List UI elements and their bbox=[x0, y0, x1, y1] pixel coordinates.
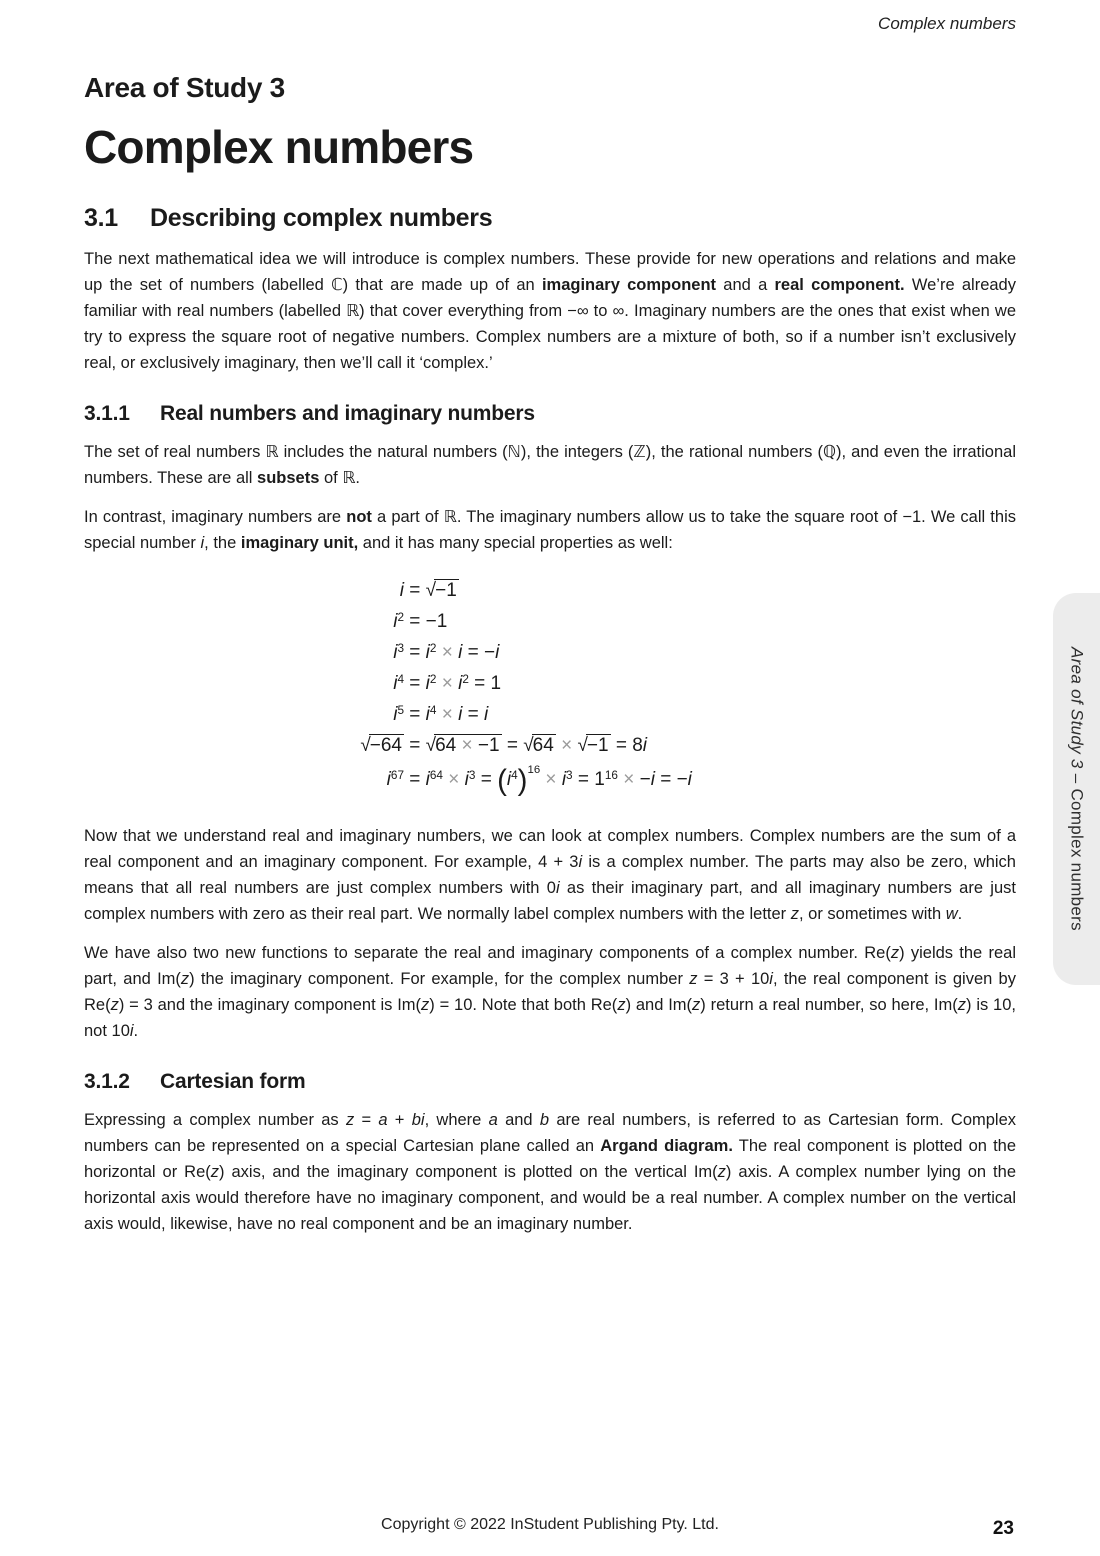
subsection-number: 3.1.1 bbox=[84, 402, 130, 425]
paragraph-now-that: Now that we understand real and imaginary numbers, we can look at complex numbers. Complex numbers are the sum of a real component and an imaginary component. For example, 4 + 3i is a complex number. The parts may also be zero, which means that all real numbers are just complex numbers with 0i as their imaginary part, and all imaginary numbers are just complex numbers with zero as their real part. We normally label complex numbers with the letter z, or sometimes with w. bbox=[84, 827, 1016, 924]
section-title: Describing complex numbers bbox=[150, 204, 493, 232]
chapter-side-tab bbox=[1053, 593, 1100, 985]
page-number: 23 bbox=[992, 1518, 1014, 1539]
paragraph-cartesian: Expressing a complex number as z = a + bi, where a and b are real numbers, is referred to as Cartesian form. Complex numbers can be represented on a special Cartesian plane called an Argand diagram. The real component is plotted on the horizontal or Re(z) axis, and the imaginary component is plotted on the vertical Im(z) axis. A complex number lying on the horizontal axis would therefore have no imaginary component, and would be a real number. A complex number on the vertical axis would, likewise, have no real component and be an imaginary number. bbox=[84, 1111, 1017, 1234]
equation-row: $i^{67}$ = $i^{64} \times i^3 = (i^4)^{16} \times i^3 = 1^{16} \times -i = -i$ bbox=[386, 764, 692, 797]
equation-block bbox=[84, 580, 1016, 795]
section-number: 3.1 bbox=[84, 204, 118, 232]
paragraph-functions: We have also two new functions to separate the real and imaginary components of a complex number. Re(z) yields the real part, and Im(z) the imaginary component. For example, for the complex number z = 3 + 10i, the real component is given by Re(z) = 3 and the imaginary component is Im(z) = 10. Note that both Re(z) and Im(z) return a real number, so here, Im(z) is 10, not 10i. bbox=[84, 944, 1016, 1041]
paragraph-real-sets: The set of real numbers ℝ includes the natural numbers (ℕ), the integers (ℤ), the rational numbers (ℚ), and even the irrational numbers. These are all subsets of ℝ. bbox=[84, 443, 1016, 487]
chapter-side-tab-label bbox=[1067, 647, 1087, 931]
side-tab-chapter-name: Complex numbers bbox=[1067, 788, 1087, 931]
page-footer bbox=[84, 1516, 1016, 1540]
side-tab-area-of-study: Area of Study 3 – bbox=[1067, 647, 1087, 789]
section-heading-3-1 bbox=[84, 204, 1016, 233]
subsection-number: 3.1.2 bbox=[84, 1070, 130, 1094]
subsection-heading-3-1-2 bbox=[84, 1070, 1016, 1094]
paragraph-intro: The next mathematical idea we will introduce is complex numbers. These provide for new operations and relations and make up the set of numbers (labelled ℂ) that are made up of an imaginary component and a real component. We’re already familiar with real numbers (labelled ℝ) that cover everything from −∞ to ∞. Imaginary numbers are the ones that exist when we try to express the square root of negative numbers. Complex numbers are a mixture of both, so if a number isn’t exclusively real, or exclusively imaginary, then we’ll call it ‘complex.’ bbox=[84, 250, 1016, 372]
running-header-text: Complex numbers bbox=[878, 14, 1016, 33]
page-title: Complex numbers bbox=[84, 121, 474, 173]
copyright-notice: Copyright © 2022 InStudent Publishing Pty. Ltd. bbox=[381, 1516, 719, 1533]
equation-row: $i^5$ = $i^4 \times i = i$ bbox=[393, 704, 489, 725]
running-header bbox=[84, 0, 1016, 34]
subsection-title: Real numbers and imaginary numbers bbox=[160, 402, 535, 425]
paragraph-contrast: In contrast, imaginary numbers are not a part of ℝ. The imaginary numbers allow us to take the square root of −1. We call this special number i, the imaginary unit, and it has many special properties as well: bbox=[84, 508, 1016, 552]
equation-row: $i^2$ = −1 bbox=[393, 611, 448, 632]
equation-row: $i^4$ = $i^2 \times i^2 = 1$ bbox=[393, 673, 502, 694]
equation-row: i = √−1 bbox=[399, 580, 457, 601]
subsection-heading-3-1-1 bbox=[84, 402, 1016, 426]
equation-row: $i^3$ = $i^2 \times i = -i$ bbox=[393, 642, 500, 663]
area-of-study-kicker: Area of Study 3 bbox=[84, 72, 285, 103]
subsection-title: Cartesian form bbox=[160, 1070, 306, 1094]
equation-row: √−64 = √64 × −1 = √64 × √−1 = 8i bbox=[360, 735, 648, 756]
